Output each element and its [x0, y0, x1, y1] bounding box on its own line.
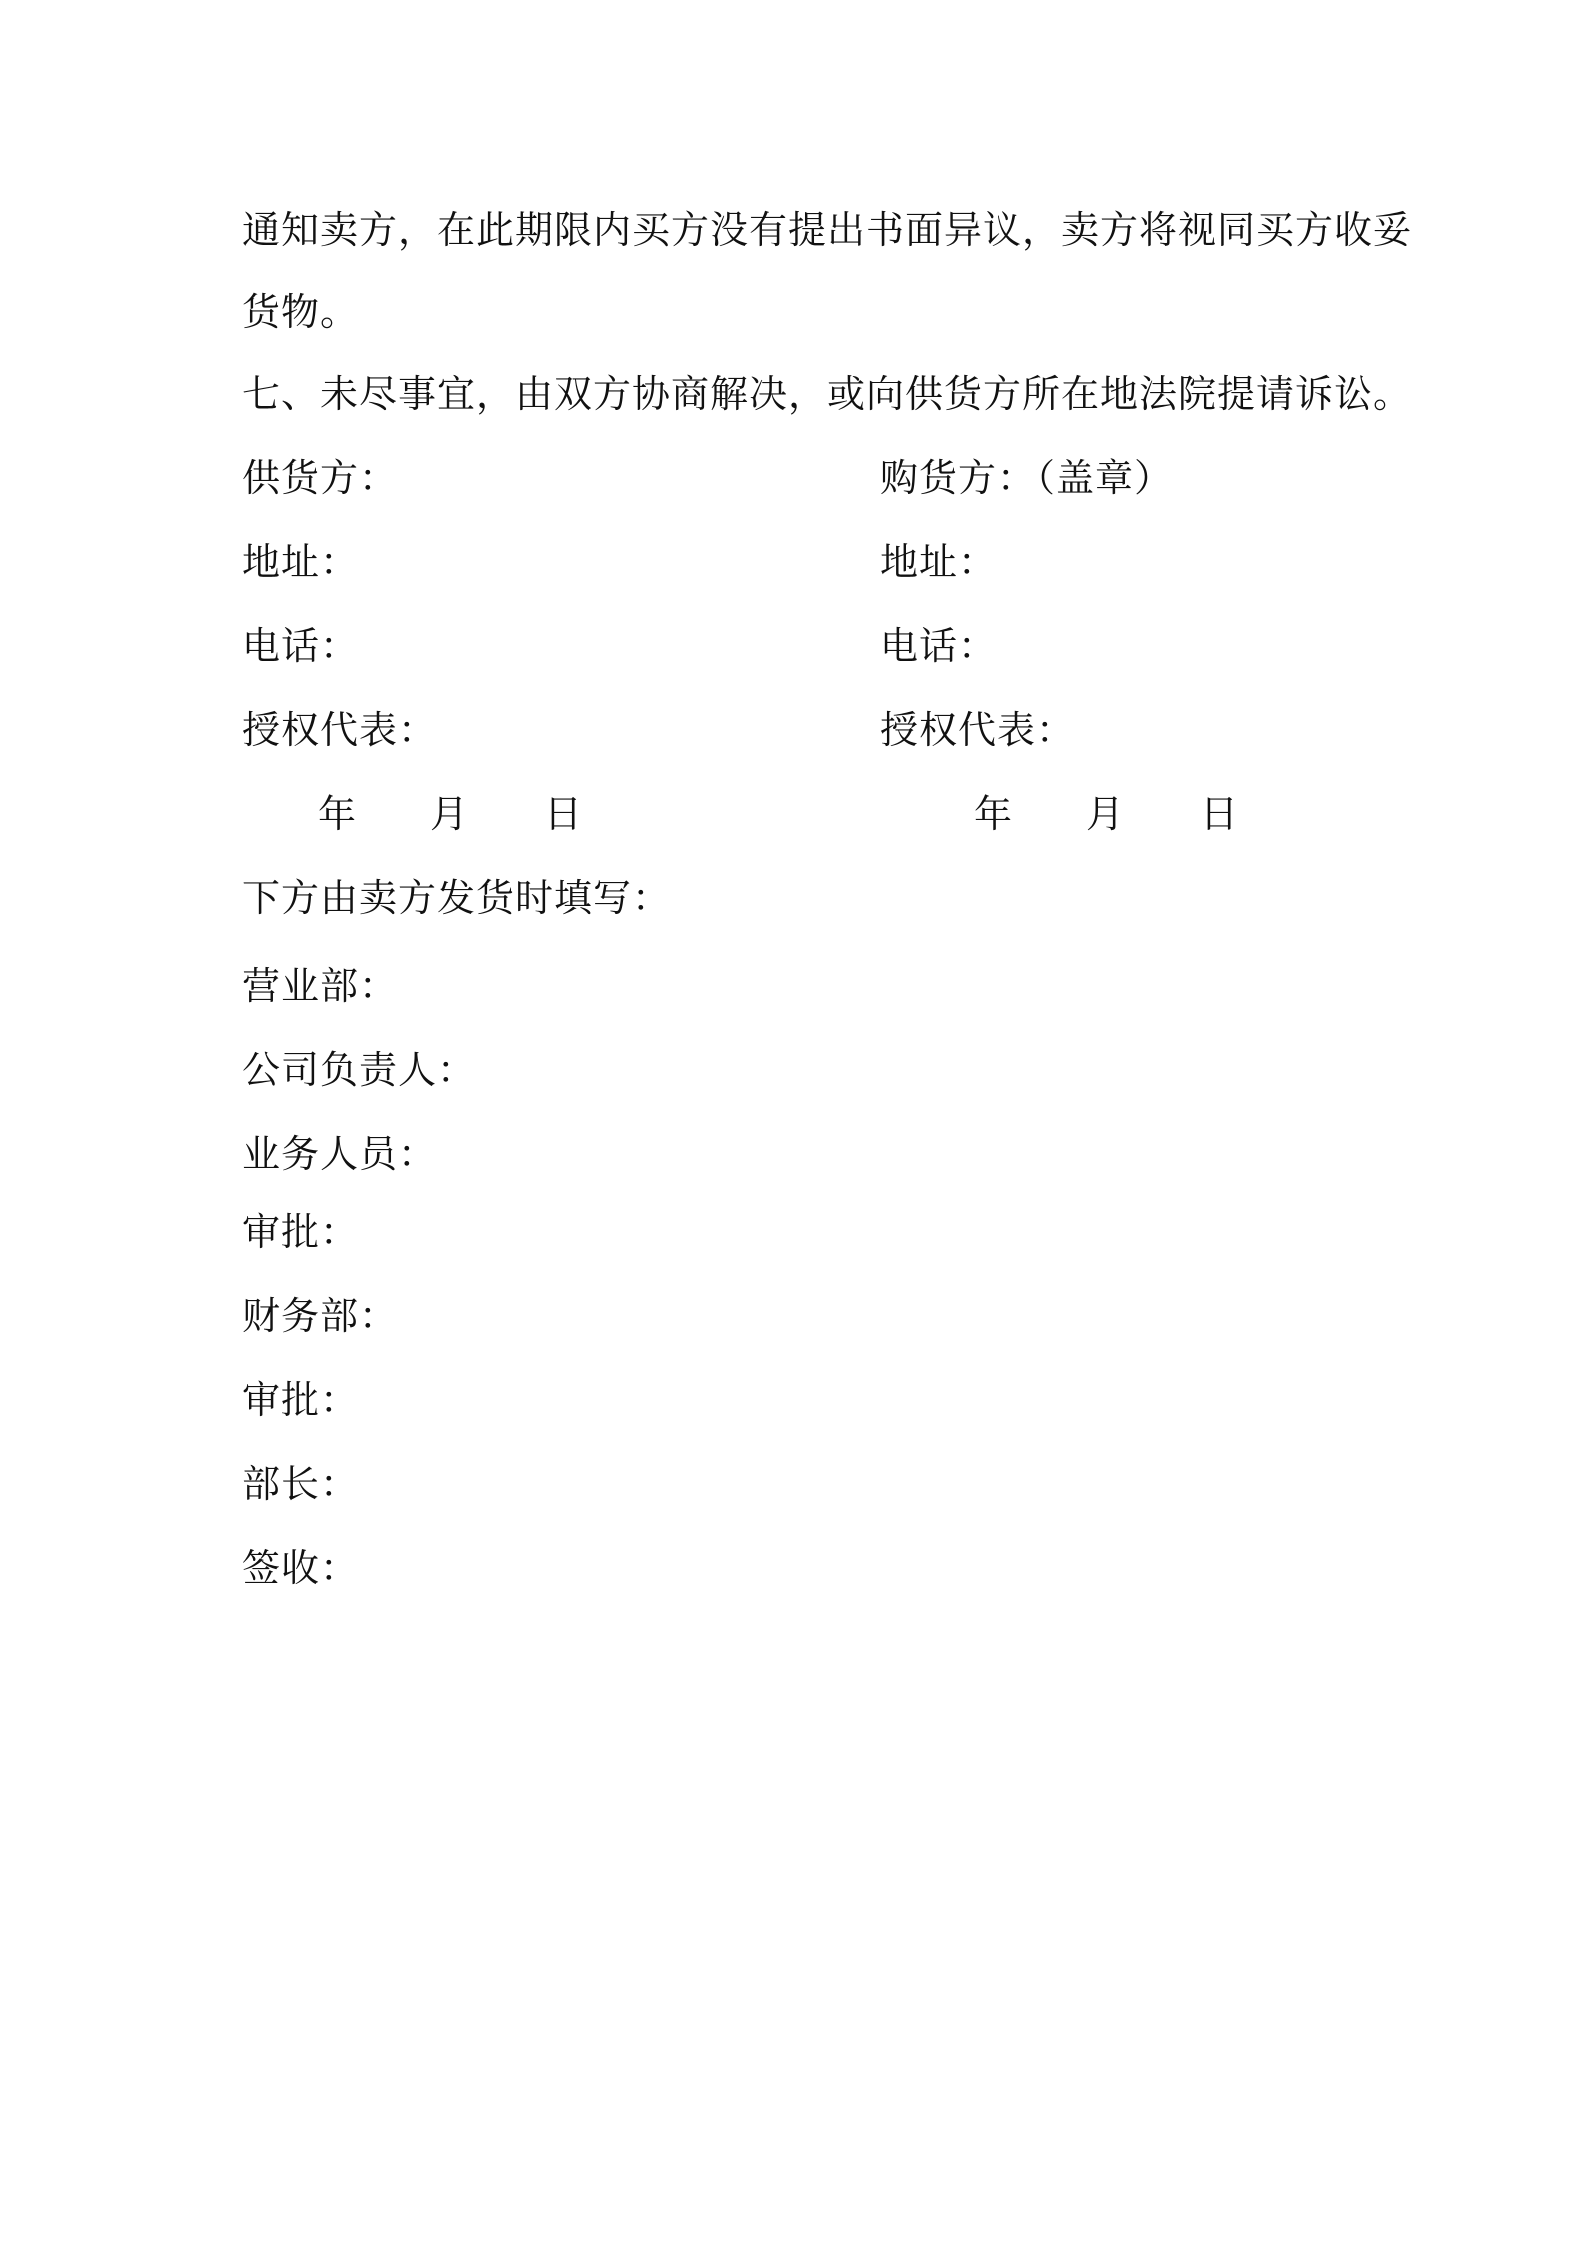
finance-dept-label: 财务部： [242, 1294, 399, 1338]
company-head-label: 公司负责人： [242, 1048, 477, 1092]
paragraph-line: 货物。 [242, 290, 360, 334]
buyer-address-label: 地址： [880, 540, 998, 584]
buyer-date-day: 日 [1200, 792, 1239, 836]
supplier-phone-label: 电话： [242, 624, 360, 668]
supplier-date-year: 年 [318, 792, 357, 836]
sales-dept-label: 营业部： [242, 964, 399, 1008]
supplier-date-month: 月 [430, 792, 469, 836]
minister-label: 部长： [242, 1462, 360, 1506]
supplier-label: 供货方： [242, 456, 399, 500]
clause-seven: 七、未尽事宜，由双方协商解决，或向供货方所在地法院提请诉讼。 [242, 372, 1413, 416]
supplier-address-label: 地址： [242, 540, 360, 584]
sign-receipt-label: 签收： [242, 1546, 360, 1590]
buyer-date-year: 年 [974, 792, 1013, 836]
paragraph-line: 通知卖方，在此期限内买方没有提出书面异议，卖方将视同买方收妥 [242, 208, 1413, 252]
buyer-rep-label: 授权代表： [880, 708, 1076, 752]
buyer-date-month: 月 [1086, 792, 1125, 836]
sales-staff-label: 业务人员： [242, 1132, 438, 1176]
buyer-label: 购货方：（盖章） [880, 456, 1174, 500]
buyer-phone-label: 电话： [880, 624, 998, 668]
supplier-rep-label: 授权代表： [242, 708, 438, 752]
supplier-date-day: 日 [544, 792, 583, 836]
buyer-date [0, 790, 1586, 838]
seller-section-heading: 下方由卖方发货时填写： [242, 876, 672, 920]
approval-label: 审批： [242, 1210, 360, 1254]
approval-label: 审批： [242, 1378, 360, 1422]
